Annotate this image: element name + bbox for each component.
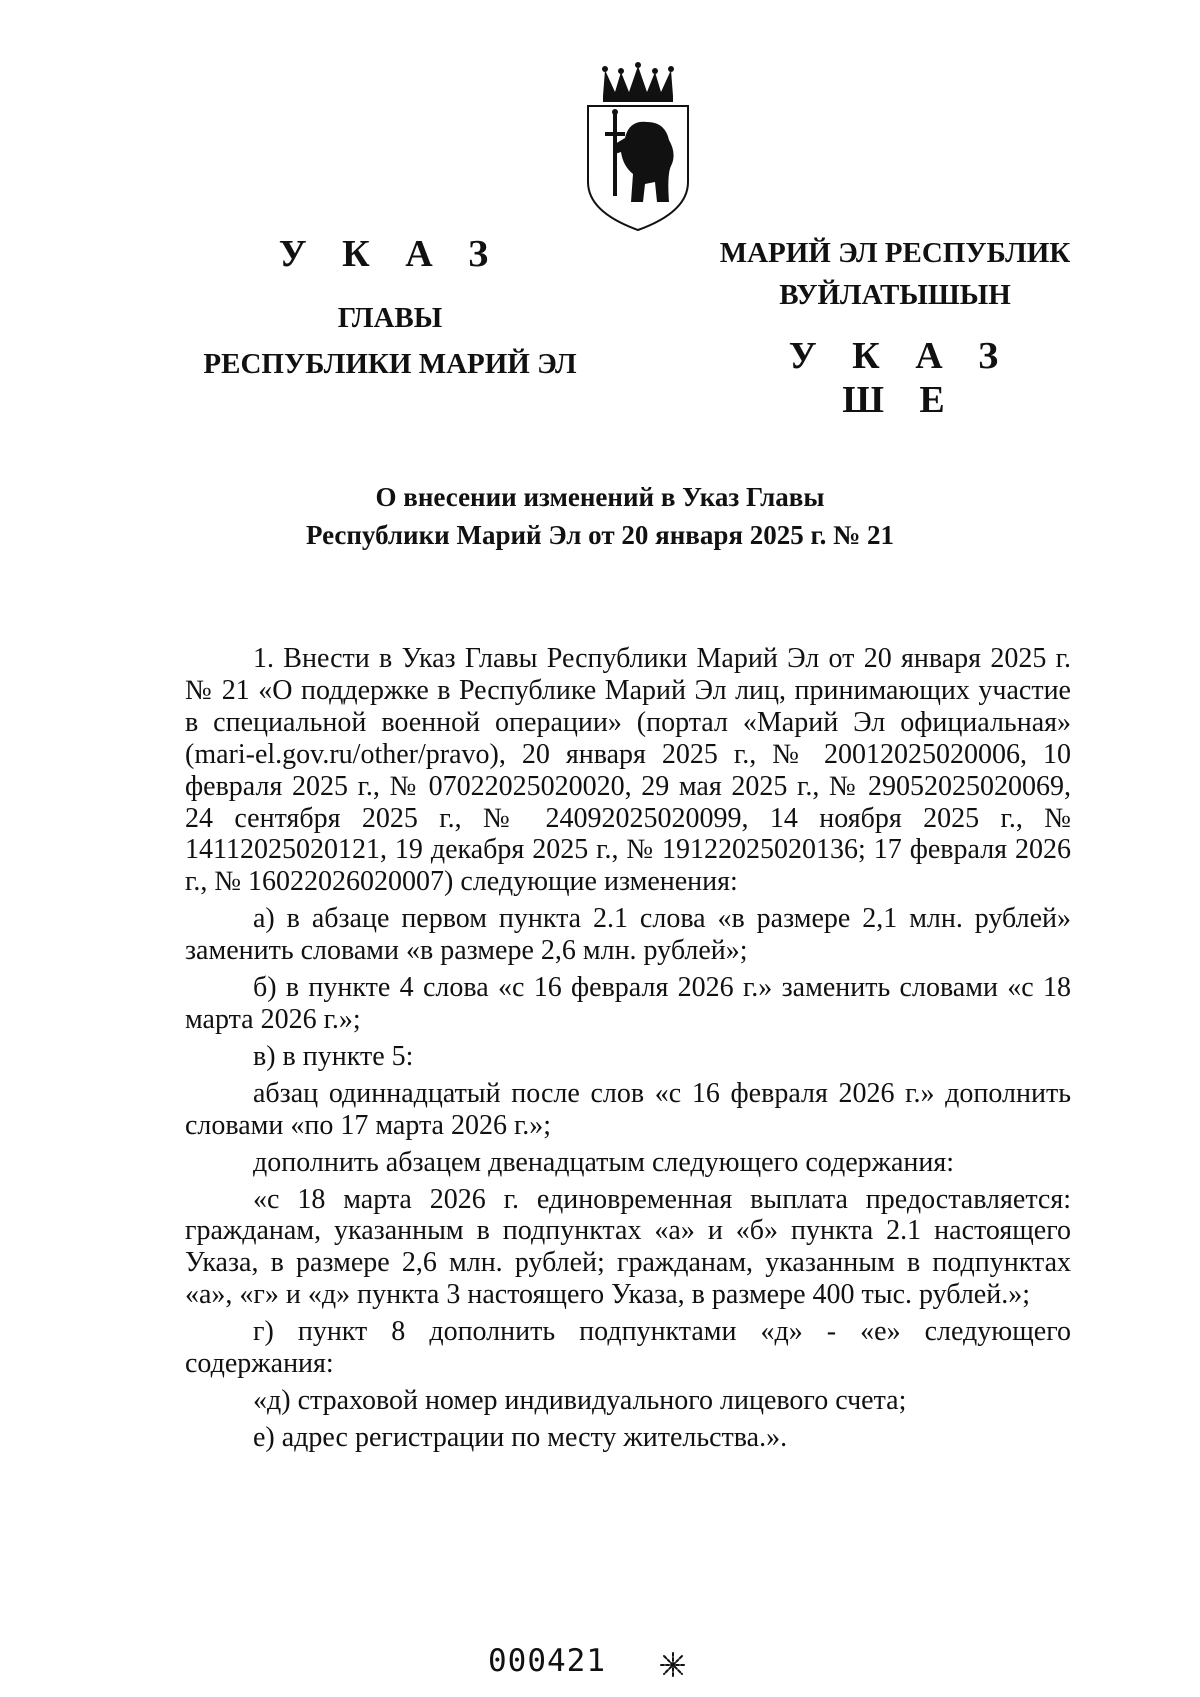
document-title-line1: О внесении изменений в Указ Главы: [375, 482, 825, 512]
paragraph-v: в) в пункте 5:: [253, 1040, 414, 1072]
paragraph-v-1: абзац одиннадцатый после слов «с 16 февраля 2026 г.» дополнить словами «по 17 марта 2026 г.»;: [185, 1077, 1071, 1141]
document-title: [200, 478, 1000, 554]
paragraph-v-quote: «с 18 марта 2026 г. единовременная выплата предоставляется: гражданам, указанным в подпунктах «а» и «б» пункта 2.1 настоящего Указа, в размере 2,6 млн. рублей; гражданам, указанным в подпунктах «а», «г» и «д» пункта 3 настоящего Указа, в размере 400 тыс. рублей.»;: [185, 1183, 1071, 1311]
document-body: [185, 643, 1071, 1459]
paragraph-a: а) в абзаце первом пункта 2.1 слова «в размере 2,1 млн. рублей» заменить словами «в размере 2,6 млн. рублей»;: [185, 903, 1071, 967]
issuer-mari-line1: МАРИЙ ЭЛ РЕСПУБЛИК: [719, 237, 1071, 269]
paragraph-g: г) пункт 8 дополнить подпунктами «д» - «е» следующего содержания:: [185, 1316, 1071, 1380]
paragraph-g-d: «д) страховой номер индивидуального лицевого счета;: [253, 1384, 907, 1416]
issuer-mari: [700, 232, 1090, 316]
document-title-line2: Республики Марий Эл от 20 января 2025 г. № 21: [305, 520, 895, 550]
issuer-ru-line1: ГЛАВЫ: [337, 302, 443, 334]
issuer-mari-line2: ВУЙЛАТЫШЫН: [779, 279, 1011, 311]
paragraph-g-e: е) адрес регистрации по месту жительства.».: [253, 1421, 788, 1453]
asterisk-mark-icon: [660, 1652, 686, 1678]
decree-title-ru: У К А З: [278, 233, 502, 275]
issuer-ru-line2: РЕСПУБЛИКИ МАРИЙ ЭЛ: [203, 348, 577, 380]
decree-title-mari: У К А З Ш Е: [788, 335, 1012, 421]
issuer-ru: [170, 295, 610, 387]
serial-number: 000421: [488, 1643, 606, 1679]
paragraph-1: 1. Внести в Указ Главы Республики Марий Эл от 20 января 2025 г. № 21 «О поддержке в Республике Марий Эл лиц, принимающих участие в специальной военной операции» (портал «Марий Эл официальная» (mari-el.gov.ru/other/pravo), 20 января 2025 г., № 20012025020006, 10 февраля 2025 г., № 07022025020020, 29 мая 2025 г., № 29052025020069, 24 сентября 2025 г., № 24092025020099, 14 ноября 2025 г., № 14112025020121, 19 декабря 2025 г., № 19122025020136; 17 февраля 2026 г., № 16022026020007) следующие изменения:: [185, 643, 1071, 898]
paragraph-b: б) в пункте 4 слова «с 16 февраля 2026 г.» заменить словами «с 18 марта 2026 г.»;: [185, 972, 1071, 1035]
coat-of-arms-icon: [585, 62, 691, 234]
paragraph-v-2: дополнить абзацем двенадцатым следующего содержания:: [253, 1146, 955, 1178]
